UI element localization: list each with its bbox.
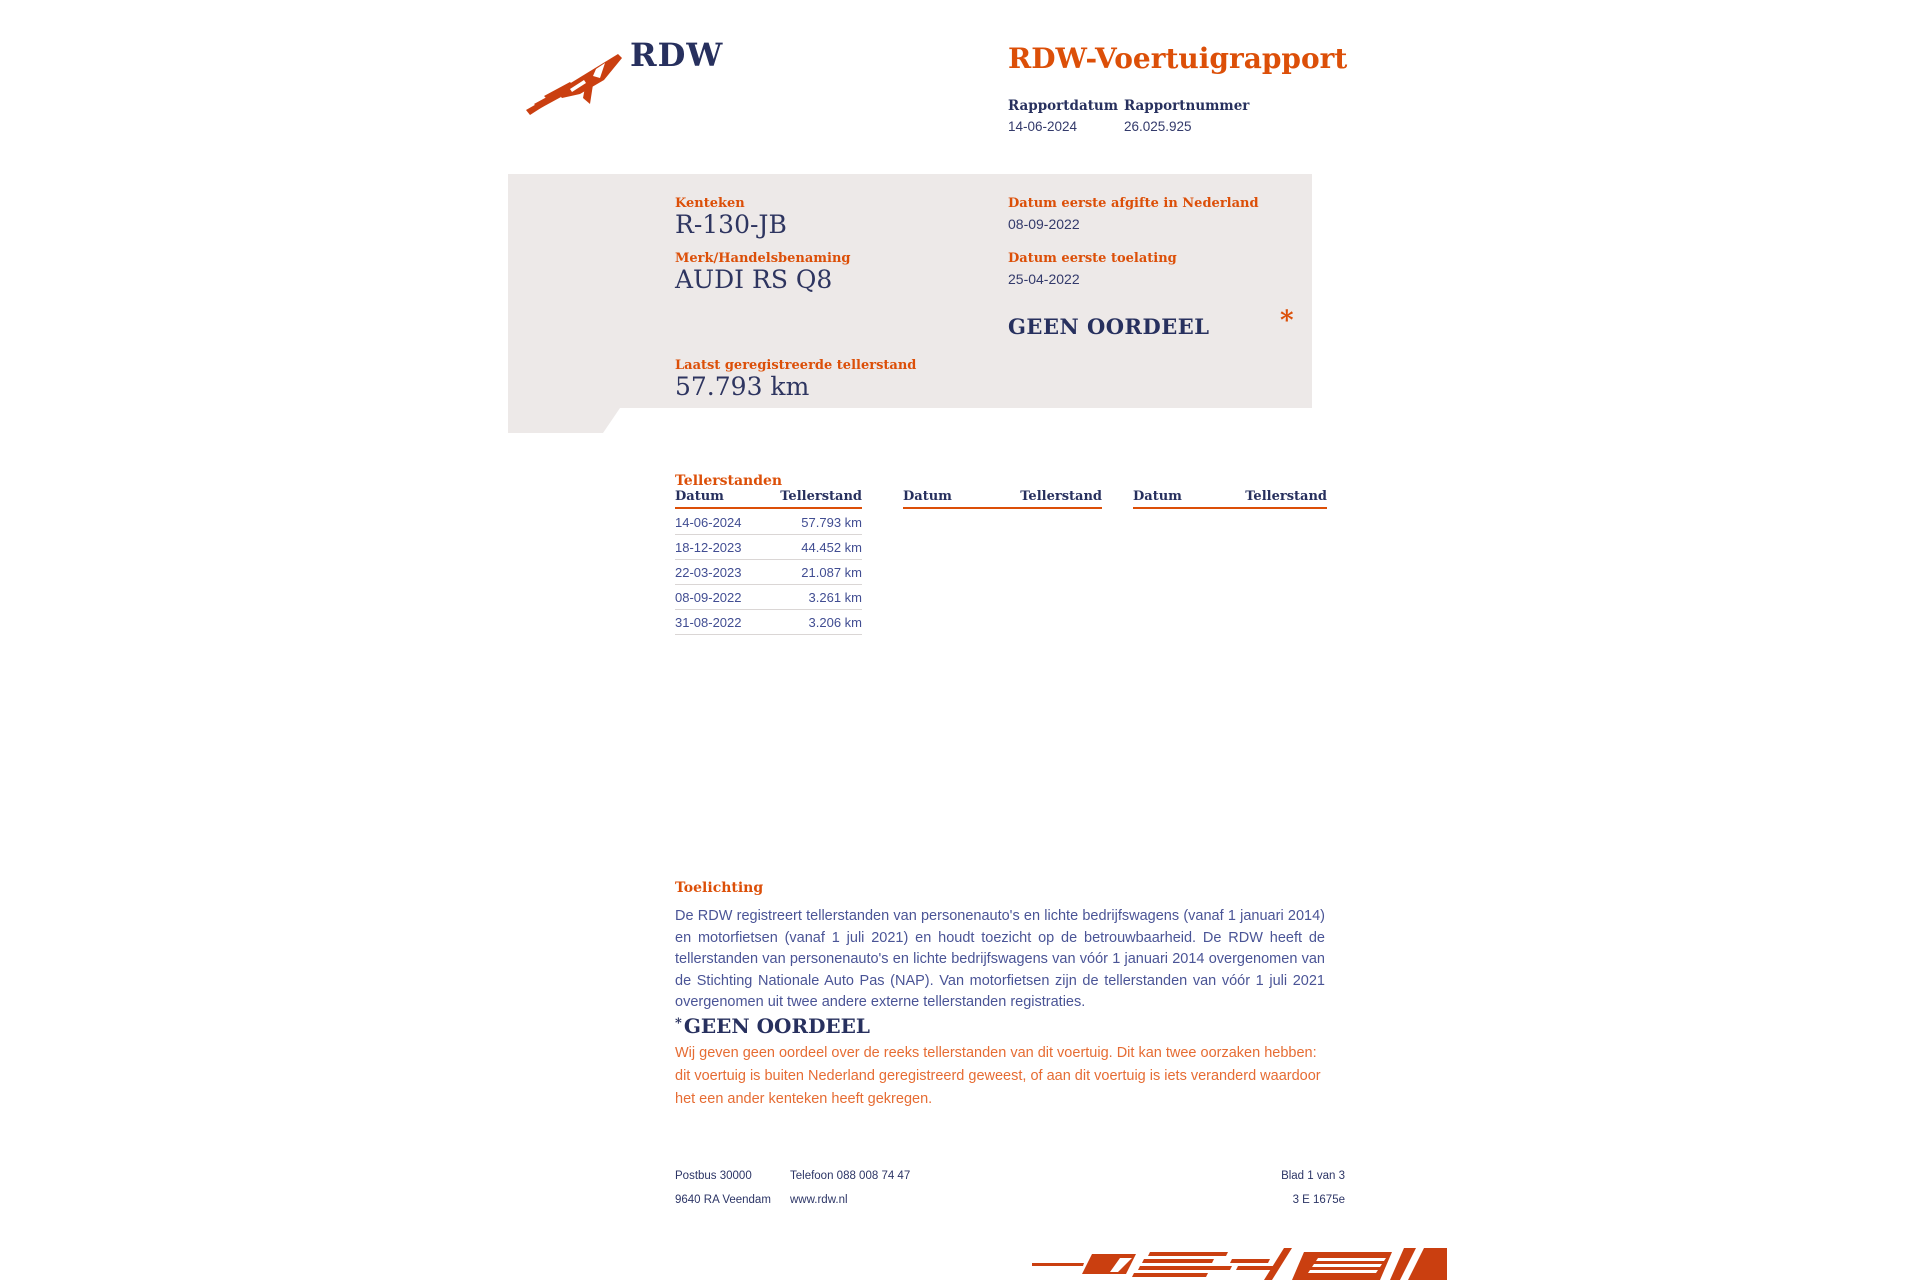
datum-column-header: Datum [675, 489, 724, 504]
table-header-group-2 [903, 489, 1102, 509]
rdw-wordmark: RDW [630, 36, 724, 74]
tellerstand-column-header: Tellerstand [1020, 489, 1102, 504]
meter-row [675, 610, 862, 635]
verdict-heading-asterisk: * [675, 1016, 682, 1031]
meter-readings-list [675, 510, 862, 635]
meter-value: 21.087 km [801, 564, 862, 580]
meter-date: 14-06-2024 [675, 514, 742, 530]
meter-row [675, 510, 862, 535]
tellerstand-column-header: Tellerstand [780, 489, 862, 504]
table-header-group-3 [1133, 489, 1327, 509]
toelating-label: Datum eerste toelating [1008, 251, 1177, 266]
footer-phone: Telefoon 088 008 74 47 [790, 1170, 911, 1182]
merk-label: Merk/Handelsbenaming [675, 251, 851, 266]
rdw-feather-logo-icon [526, 52, 622, 116]
report-number-value: 26.025.925 [1124, 119, 1192, 134]
toelating-value: 25-04-2022 [1008, 271, 1080, 287]
meter-value: 3.206 km [808, 614, 862, 630]
verdict-asterisk: * [1280, 306, 1294, 336]
footer-page-number: Blad 1 van 3 [1281, 1170, 1345, 1182]
footer-address-line1: Postbus 30000 [675, 1170, 752, 1182]
afgifte-value: 08-09-2022 [1008, 216, 1080, 232]
report-date-value: 14-06-2024 [1008, 119, 1078, 134]
verdict-explanation: Wij geven geen oordeel over de reeks tellerstanden van dit voertuig. Dit kan twee oorzaken hebben: dit voertuig is buiten Nederland geregistreerd geweest, of aan dit voertuig is iets veranderd waardoor het een ander kenteken heeft gekregen. [675, 1045, 1321, 1107]
toelichting-body: De RDW registreert tellerstanden van personenauto's en lichte bedrijfswagens (vanaf 1 januari 2014) en motorfietsen (vanaf 1 juli 2021) en houdt toezicht op de betrouwbaarheid. De RDW heeft de tellerstanden van personenauto's en lichte bedrijfswagens van vóór 1 januari 2014 overgenomen van de Stichting Nationale Auto Pas (NAP). Van motorfietsen zijn de tellerstanden van vóór 1 juli 2021 overgenomen uit twee andere externe tellerstanden registraties. [675, 908, 1325, 1010]
meter-value: 44.452 km [801, 539, 862, 555]
table-header-group-1 [675, 489, 862, 509]
verdict-heading-text: GEEN OORDEEL [683, 1014, 870, 1038]
toelichting-title: Toelichting [675, 880, 764, 896]
footer-address-line2: 9640 RA Veendam [675, 1194, 771, 1206]
footer-website: www.rdw.nl [790, 1194, 848, 1206]
meter-date: 08-09-2022 [675, 589, 742, 605]
kenteken-value: R-130-JB [675, 210, 787, 239]
meter-value: 3.261 km [808, 589, 862, 605]
footer-form-code: 3 E 1675e [1292, 1194, 1345, 1206]
vehicle-summary-box [508, 174, 1312, 433]
tellerstanden-title: Tellerstanden [675, 473, 783, 489]
afgifte-label: Datum eerste afgifte in Nederland [1008, 196, 1259, 211]
speed-stripes-graphic [1032, 1242, 1447, 1280]
datum-column-header: Datum [903, 489, 952, 504]
kenteken-label: Kenteken [675, 196, 745, 211]
meter-row [675, 585, 862, 610]
document-title: RDW-Voertuigrapport [1008, 42, 1348, 75]
merk-value: AUDI RS Q8 [675, 265, 833, 294]
report-number-label: Rapportnummer [1124, 98, 1250, 114]
report-date-label: Rapportdatum [1008, 98, 1119, 114]
tellerstand-value: 57.793 km [675, 372, 810, 401]
meter-date: 22-03-2023 [675, 564, 742, 580]
tellerstand-label: Laatst geregistreerde tellerstand [675, 358, 917, 373]
tellerstand-column-header: Tellerstand [1245, 489, 1327, 504]
meter-date: 18-12-2023 [675, 539, 742, 555]
verdict-text: GEEN OORDEEL [1008, 314, 1210, 339]
datum-column-header: Datum [1133, 489, 1182, 504]
meter-row [675, 560, 862, 585]
meter-value: 57.793 km [801, 514, 862, 530]
meter-row [675, 535, 862, 560]
verdict-section-heading [675, 1014, 870, 1038]
meter-date: 31-08-2022 [675, 614, 742, 630]
